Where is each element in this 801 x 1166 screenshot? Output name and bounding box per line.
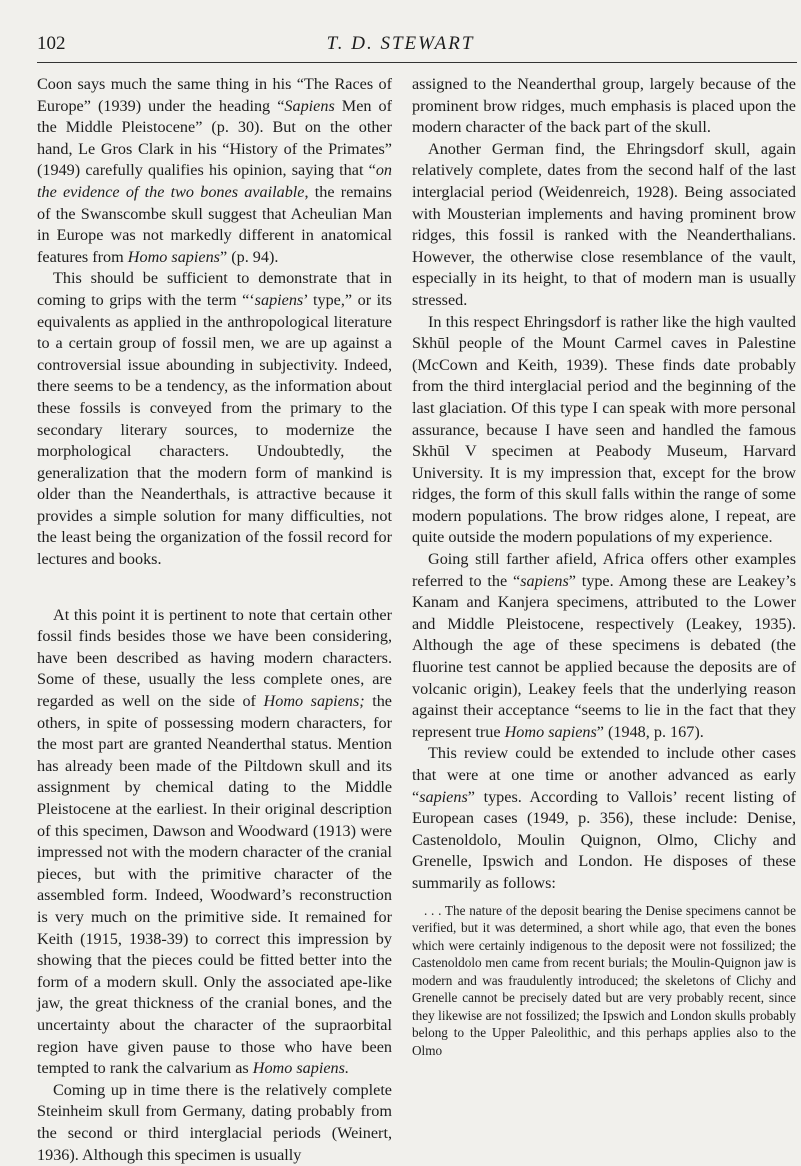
paragraph: In this respect Ehringsdorf is rather like the high vaulted Skhūl people of the Mount Carmel caves in Palestine (McCown and Keith, 1939). These finds date probably from the third interglacial period and the beginning of the last glaciation. Of this type I can speak with more personal assurance, because I have seen and handled the famous Skhūl V specimen at Peabody Museum, Harvard University. It is my impression that, except for the brow ridges, the form of this skull falls within the range of some modern populations. The brow ridges alone, I repeat, are quite outside the modern populations of my experience. [412, 312, 796, 547]
block-quote: . . . The nature of the deposit bearing the Denise specimens cannot be verified, but it was determined, a short while ago, that even the bones which were certainly indigenous to the deposit were not fossilized; the Castenoldolo men came from recent burials; the Moulin-Quignon jaw is modern and was fraudulently introduced; the skeletons of Clichy and Grenelle cannot be precisely dated but are very probably recent, since they likewise are not fossilized; the Ipswich and London skulls probably belong to the Upper Paleolithic, and this perhaps applies also to the Olmo [412, 902, 796, 1058]
running-head: T. D. STEWART [326, 33, 475, 54]
paragraph: This should be sufficient to demonstrate that in coming to grips with the term “‘sapiens’ type,” or its equivalents as applied in the anthropological literature to a certain group of fossil men, we are up against a controversial issue abounding in subjectivity. Indeed, there seems to be a tendency, as the information about these fossils is conveyed from the primary to the secondary literary sources, to modernize the morphological characters. Undoubtedly, the generalization that the modern form of mankind is older than the Neanderthals, is attractive because it provides a simple solution for many difficulties, not the least being the organization of the fossil record for lectures and books. [37, 269, 392, 569]
page-number: 102 [37, 33, 66, 54]
paragraph: This review could be extended to include other cases that were at one time or another advanced as early “sapiens” types. According to Vallois’ recent listing of European cases (1949, p. 356), these include: Denise, Castenoldolo, Moulin Quignon, Olmo, Clichy and Grenelle, Ipswich and London. He disposes of these summarily as follows: [412, 744, 796, 892]
left-column [37, 74, 392, 1166]
header-rule [37, 62, 797, 63]
paragraph: assigned to the Neanderthal group, largely because of the prominent brow ridges, much emphasis is placed upon the modern character of the back part of the skull. [412, 75, 796, 137]
right-column [412, 74, 796, 1059]
paragraph: Going still farther afield, Africa offers other examples referred to the “sapiens” type. Among these are Leakey’s Kanam and Kanjera specimens, attributed to the Lower and Middle Pleistocene, respectively (Leakey, 1935). Although the age of these specimens is debated (the fluorine test cannot be applied because the deposits are of volcanic origin), Leakey feels that the underlying reason against their acceptance “seems to lie in the fact that they represent true Homo sapiens” (1948, p. 167). [412, 550, 796, 741]
paragraph: Coon says much the same thing in his “The Races of Europe” (1939) under the heading “Sapiens Men of the Middle Pleistocene” (p. 30). But on the other hand, Le Gros Clark in his “History of the Primates” (1949) carefully qualifies his opinion, saying that “on the evidence of the two bones available, the remains of the Swanscombe skull suggest that Acheulian Man in Europe was not markedly different in anatomical features from Homo sapiens” (p. 94). [37, 75, 392, 266]
page-header [0, 33, 801, 57]
paragraph: Coming up in time there is the relatively complete Steinheim skull from Germany, dating probably from the second or third interglacial periods (Weinert, 1936). Although this specimen is usually [37, 1080, 392, 1164]
paragraph: Another German find, the Ehringsdorf skull, again relatively complete, dates from the second half of the last interglacial period (Weidenreich, 1928). Being associated with Mousterian implements and having prominent brow ridges, this fossil is ranked with the Neanderthalians. However, the otherwise close resemblance of the vault, especially in its height, to that of modern man is usually stressed. [412, 139, 796, 309]
paragraph: At this point it is pertinent to note that certain other fossil finds besides those we have been considering, have been described as having modern characters. Some of these, usually the less complete ones, are regarded as well on the side of Homo sapiens; the others, in spite of possessing modern characters, for the most part are granted Neanderthal status. Mention has already been made of the Piltdown skull and its assignment by chemical dating to the Middle Pleistocene at the earliest. In their original description of this specimen, Dawson and Woodward (1913) were impressed not with the modern character of the cranial pieces, but with the primitive character of the assembled form. Indeed, Woodward’s reconstruction is very much on the primitive side. It remained for Keith (1915, 1938-39) to correct this impression by showing that the pieces could be fitted better into the form of a modern skull. Only the associated ape-like jaw, the great thickness of the cranial bones, and the uncertainty about the character of the supraorbital region have given pause to those who have been tempted to rank the calvarium as Homo sapiens. [37, 605, 392, 1078]
